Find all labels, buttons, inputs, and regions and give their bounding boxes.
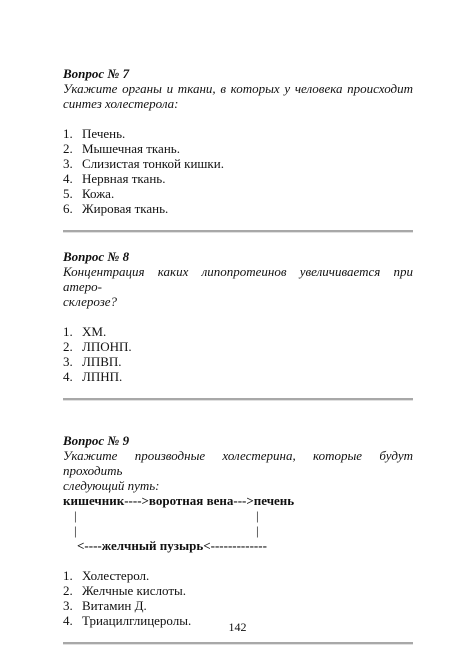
answer-option[interactable] — [63, 171, 413, 186]
question-text — [63, 448, 413, 493]
option-text: ХМ. — [82, 324, 107, 339]
question-title: Вопрос № 7 — [63, 66, 130, 81]
option-text: ЛПНП. — [82, 369, 123, 384]
page-number: 142 — [228, 620, 247, 634]
question-text-line: Укажите производные холестерина, которые будут проходить — [63, 448, 413, 478]
pathway-bar-right: | — [256, 523, 259, 538]
option-number: 1. — [63, 126, 73, 141]
option-number: 3. — [63, 354, 73, 369]
answer-option[interactable] — [63, 339, 413, 354]
pathway-bar-right: | — [256, 508, 259, 523]
answer-option[interactable] — [63, 126, 413, 141]
option-text: Мышечная ткань. — [82, 141, 180, 156]
option-text: Витамин Д. — [82, 598, 147, 613]
option-text: ЛПОНП. — [82, 339, 132, 354]
option-number: 1. — [63, 324, 73, 339]
pathway-line-top: кишечник---->воротная вена--->печень — [63, 493, 295, 508]
answer-option[interactable] — [63, 186, 413, 201]
question-8 — [63, 249, 413, 384]
question-9 — [63, 433, 413, 628]
option-text: Желчные кислоты. — [82, 583, 187, 598]
option-number: 4. — [63, 613, 73, 628]
option-number: 2. — [63, 339, 73, 354]
page-content — [63, 66, 413, 645]
option-number: 2. — [63, 141, 73, 156]
answer-option[interactable] — [63, 141, 413, 156]
answer-option[interactable] — [63, 598, 413, 613]
option-text: Кожа. — [82, 186, 115, 201]
option-text: Нервная ткань. — [82, 171, 166, 186]
option-text: Холестерол. — [82, 568, 150, 583]
question-text-line: Концентрация каких липопротеинов увеличивается при атеро- — [63, 264, 413, 294]
answer-option[interactable] — [63, 324, 413, 339]
option-number: 3. — [63, 156, 73, 171]
pathway-diagram — [63, 493, 413, 553]
answer-options — [63, 324, 413, 384]
question-text — [63, 81, 413, 111]
question-title: Вопрос № 9 — [63, 433, 130, 448]
answer-option[interactable] — [63, 568, 413, 583]
option-number: 5. — [63, 186, 73, 201]
option-text: Слизистая тонкой кишки. — [82, 156, 224, 171]
question-text — [63, 264, 413, 309]
option-number: 4. — [63, 171, 73, 186]
answer-options — [63, 126, 413, 216]
option-number: 3. — [63, 598, 73, 613]
pathway-line-bottom: <----желчный пузырь<------------- — [77, 538, 267, 553]
option-number: 6. — [63, 201, 73, 216]
question-7 — [63, 66, 413, 216]
option-number: 2. — [63, 583, 73, 598]
option-text: Печень. — [82, 126, 126, 141]
question-title: Вопрос № 8 — [63, 249, 130, 264]
pathway-bar-left: | — [74, 508, 77, 523]
answer-option[interactable] — [63, 354, 413, 369]
option-number: 4. — [63, 369, 73, 384]
pathway-connectors — [63, 508, 413, 523]
option-number: 1. — [63, 568, 73, 583]
pathway-connectors — [63, 523, 413, 538]
question-text-line: синтез холестерола: — [63, 96, 179, 111]
option-text: Жировая ткань. — [82, 201, 169, 216]
answer-option[interactable] — [63, 156, 413, 171]
option-text: ЛПВП. — [82, 354, 122, 369]
question-text-line: склерозе? — [63, 294, 118, 309]
option-text: Триацилглицеролы. — [82, 613, 192, 628]
answer-options — [63, 568, 413, 628]
question-text-line: Укажите органы и ткани, в которых у человека происходит — [63, 81, 413, 96]
answer-option[interactable] — [63, 201, 413, 216]
pathway-bar-left: | — [74, 523, 77, 538]
answer-option[interactable] — [63, 369, 413, 384]
answer-option[interactable] — [63, 583, 413, 598]
question-text-line: следующий путь: — [63, 478, 160, 493]
section-divider — [63, 642, 413, 645]
